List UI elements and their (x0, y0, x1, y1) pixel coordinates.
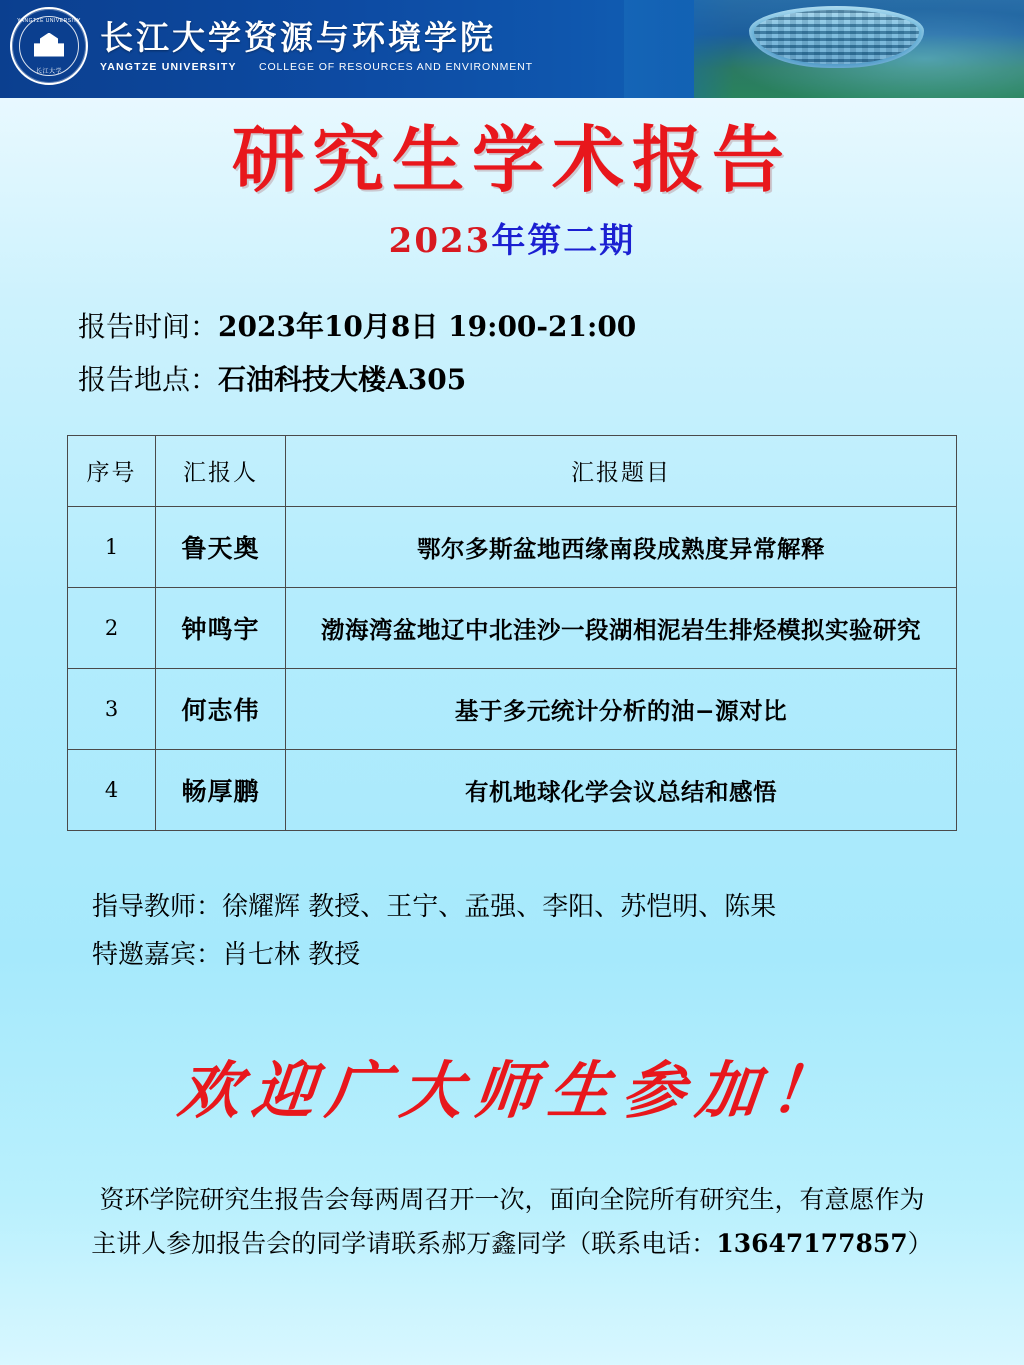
footer-note-line-2 (32, 1222, 992, 1266)
cell-topic: 渤海湾盆地辽中北洼沙一段湖相泥岩生排烃模拟实验研究 (286, 587, 957, 668)
banner-title-english-university: YANGTZE UNIVERSITY (100, 60, 237, 73)
table-row (68, 749, 957, 830)
contact-phone-number: 13647177857 (716, 1228, 908, 1258)
staff-block (92, 883, 1024, 979)
banner-title-block (100, 19, 533, 73)
cell-index: 4 (68, 749, 156, 830)
cell-index: 2 (68, 587, 156, 668)
poster-body (0, 117, 1024, 1265)
advisors-line: 指导教师：徐耀辉 教授、王宁、孟强、李阳、苏恺明、陈果 (92, 891, 777, 922)
campus-building-photo (694, 0, 1024, 98)
welcome-slogan: 欢迎广大师生参加！ (174, 1053, 849, 1127)
banner-title-english-college: COLLEGE OF RESOURCES AND ENVIRONMENT (258, 60, 533, 73)
page-title: 研究生学术报告 (231, 117, 792, 202)
event-meta (78, 300, 1024, 406)
university-seal-icon (10, 7, 88, 85)
schedule-table (67, 435, 957, 831)
banner-title-english (100, 61, 533, 73)
table-row (68, 668, 957, 749)
subtitle-issue: 年第二期 (491, 221, 636, 262)
cell-topic: 基于多元统计分析的油−源对比 (286, 668, 957, 749)
footer-note-prefix: 主讲人参加报告会的同学请联系郝万鑫同学（联系电话： (91, 1228, 717, 1258)
table-row (68, 506, 957, 587)
seal-ring-text-top: YANGTZE UNIVERSITY (17, 18, 81, 24)
event-place-label: 报告地点： (78, 363, 219, 397)
seal-ring-text-bottom: 长江大学 (35, 69, 62, 75)
event-time-row (78, 300, 1024, 353)
event-time-value: 2023年10月8日 19:00-21:00 (218, 310, 637, 344)
cell-topic: 鄂尔多斯盆地西缘南段成熟度异常解释 (286, 506, 957, 587)
table-row (68, 587, 957, 668)
page-subtitle (0, 213, 1024, 262)
cell-presenter: 何志伟 (156, 668, 286, 749)
event-place-value: 石油科技大楼A305 (218, 363, 467, 397)
event-place-row (78, 353, 1024, 406)
event-time-label: 报告时间： (78, 310, 219, 344)
column-header-topic: 汇报题目 (286, 435, 957, 506)
subtitle-year: 2023 (388, 221, 492, 262)
banner-title-chinese: 长江大学资源与环境学院 (100, 18, 496, 58)
column-header-presenter: 汇报人 (156, 435, 286, 506)
cell-index: 1 (68, 506, 156, 587)
guest-line: 特邀嘉宾：肖七林 教授 (92, 939, 361, 970)
column-header-index: 序号 (68, 435, 156, 506)
footer-note-line-1: 资环学院研究生报告会每两周召开一次，面向全院所有研究生，有意愿作为 (99, 1184, 925, 1214)
university-logo-group (10, 7, 533, 85)
page-header-banner (0, 0, 1024, 98)
footer-note-suffix: ） (907, 1228, 933, 1258)
cell-presenter: 钟鸣宇 (156, 587, 286, 668)
cell-index: 3 (68, 668, 156, 749)
footer-note (32, 1178, 992, 1266)
table-header-row (68, 435, 957, 506)
banner-gradient-overlay (624, 0, 734, 98)
cell-presenter: 畅厚鹏 (156, 749, 286, 830)
cell-topic: 有机地球化学会议总结和感悟 (286, 749, 957, 830)
cell-presenter: 鲁天奥 (156, 506, 286, 587)
